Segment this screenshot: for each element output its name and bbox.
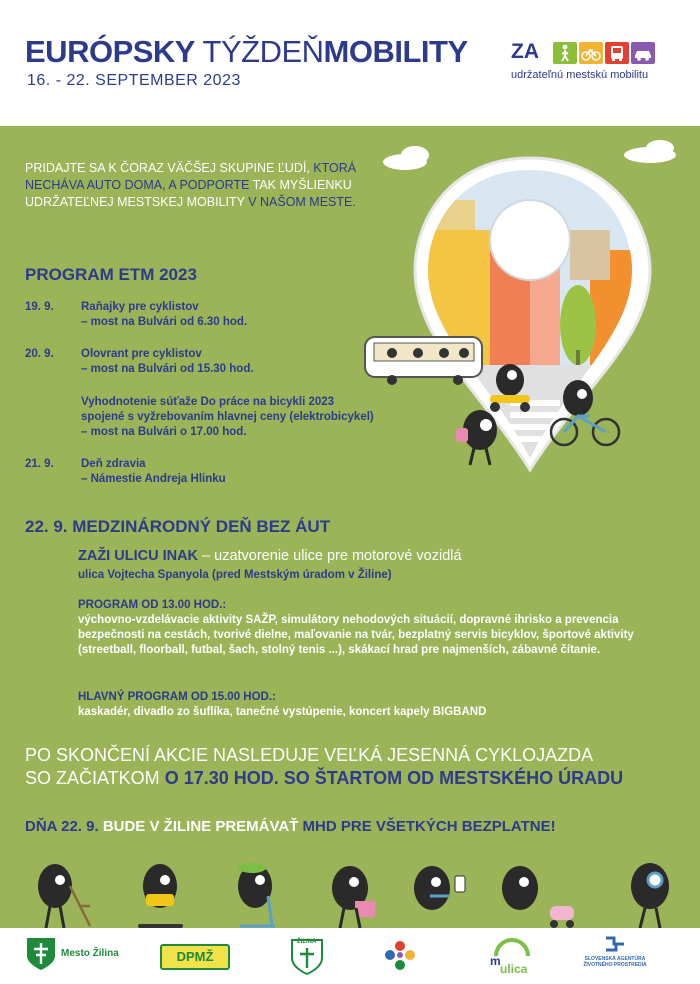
sazp-label: SLOVENSKÁ AGENTÚRA ŽIVOTNÉHO PROSTREDIA bbox=[583, 956, 647, 968]
free-transport-notice bbox=[25, 818, 556, 835]
event-line: Vyhodnotenie súťaže Do práce na bicykli 2023 bbox=[81, 396, 335, 408]
street-location: ulica Vojtecha Spanyola (pred Mestským úradom v Žiline) bbox=[78, 569, 392, 581]
program-13-heading: PROGRAM OD 13.00 HOD.: bbox=[78, 599, 227, 611]
intro-part-4: V NAŠOM MESTE. bbox=[248, 195, 356, 209]
walker-character-icon bbox=[38, 864, 90, 928]
program-heading: PROGRAM ETM 2023 bbox=[25, 265, 197, 284]
car-icon bbox=[631, 42, 655, 64]
mhd-highlight: MHD PRE VŠETKÝCH BEZPLATNE! bbox=[302, 818, 556, 835]
street-headline-bold: ZAŽI ULICU INAK bbox=[78, 548, 199, 564]
flower-icon bbox=[383, 938, 417, 974]
event-date: 21. 9. bbox=[25, 458, 54, 470]
bike-ride-announcement bbox=[25, 744, 623, 790]
event-line: Raňajky pre cyklistov bbox=[81, 301, 199, 313]
carfree-day-heading: 22. 9. MEDZINÁRODNÝ DEŇ BEZ ÁUT bbox=[25, 517, 331, 536]
program-15-block bbox=[78, 690, 638, 720]
za-logo-subtitle: udržateľnú mestskú mobilitu bbox=[511, 69, 649, 81]
shopper-character-icon bbox=[332, 866, 375, 928]
title-part-3: MOBILITY bbox=[323, 34, 468, 69]
event-line: Deň zdravia bbox=[81, 458, 146, 470]
scooter-character-icon bbox=[238, 863, 275, 926]
header bbox=[0, 0, 700, 126]
dpmz-logo bbox=[160, 934, 228, 978]
program-13-block bbox=[78, 598, 638, 658]
event-line: – Námestie Andreja Hlinku bbox=[81, 473, 226, 485]
m-ulica-label: ulica bbox=[500, 962, 528, 976]
street-headline bbox=[78, 548, 462, 564]
intro-part-3: TAK MYŠLIENKU UDRŽATEĽNEJ MESTSKEJ MOBILITY bbox=[25, 178, 352, 209]
event-dates: 16. - 22. SEPTEMBER 2023 bbox=[27, 72, 241, 89]
sazp-icon bbox=[604, 934, 626, 954]
walk-icon bbox=[553, 42, 577, 64]
street-headline-rest: – uzatvorenie ulice pre motorové vozidlá bbox=[198, 548, 462, 564]
intro-part-1: PRIDAJTE SA K ČORAZ VÄČŠEJ SKUPINE ĽUDÍ, bbox=[25, 161, 314, 175]
skateboard-character-icon bbox=[138, 864, 183, 928]
event-date: 20. 9. bbox=[25, 348, 54, 360]
m-ulica-m: m bbox=[490, 954, 501, 968]
za-logo-text: ZA bbox=[511, 40, 539, 63]
event-line: spojené s vyžrebovaním hlavnej ceny (elektrobicykel) bbox=[81, 411, 374, 423]
mhd-date: DŇA 22. 9. bbox=[25, 818, 103, 835]
ride-line-2b: O 17.30 HOD. SO ŠTARTOM OD MESTSKÉHO ÚRADU bbox=[164, 768, 624, 788]
mesto-zilina-logo bbox=[25, 934, 125, 978]
program-15-text: kaskadér, divadlo zo šuflíka, tanečné vystúpenie, koncert kapely BIGBAND bbox=[78, 706, 487, 718]
mesto-label: Mesto Žilina bbox=[61, 948, 119, 959]
bus-icon bbox=[605, 42, 629, 64]
title-part-2: TÝŽDEŇ bbox=[202, 34, 324, 69]
sazp-logo bbox=[582, 934, 648, 978]
dpmz-label: DPMŽ bbox=[160, 944, 230, 970]
event-line: – most na Bulvári o 17.00 hod. bbox=[81, 426, 247, 438]
program-15-heading: HLAVNÝ PROGRAM OD 15.00 HOD.: bbox=[78, 691, 276, 703]
zilina-seal-logo bbox=[290, 934, 326, 978]
partner-logo bbox=[383, 934, 419, 978]
intro-part-2: KTORÁ NECHÁVA AUTO DOMA, A PODPORTE bbox=[25, 161, 357, 192]
intro-text bbox=[25, 160, 385, 211]
seal-label: ŽILINA bbox=[297, 939, 317, 945]
ride-line-2a: SO ZAČIATKOM bbox=[25, 768, 165, 788]
event-line: Olovrant pre cyklistov bbox=[81, 348, 202, 360]
ride-line-1: PO SKONČENÍ AKCIE NASLEDUJE VEĽKÁ JESENNÁ CYKLOJAZDA bbox=[25, 745, 594, 765]
pedestrian-icon bbox=[456, 410, 497, 465]
mhd-text: BUDE V ŽILINE PREMÁVAŤ bbox=[102, 818, 303, 835]
characters-row bbox=[0, 856, 700, 930]
page-title bbox=[25, 34, 468, 70]
m-ulica-logo bbox=[488, 934, 532, 978]
program-13-text: výchovno-vzdelávacie aktivity SAŽP, simulátory nehodových situácií, dopravné ihrisko a prevencia bezpečnosti na cestách, tvorivé dielne, maľovanie na tvár, bezplatný servis bicyklov, športové aktivity (streetball, floorball, futbal, šach, stolný tenis ...), skákací hrad pre najmenších, zábavné čítanie. bbox=[78, 614, 634, 656]
shield-icon bbox=[25, 936, 57, 972]
event-line: – most na Bulvári od 15.30 hod. bbox=[81, 363, 254, 375]
title-part-1: EURÓPSKY bbox=[25, 34, 195, 69]
event-date: 19. 9. bbox=[25, 301, 54, 313]
event-line: – most na Bulvári od 6.30 hod. bbox=[81, 316, 248, 328]
stroller-character-icon bbox=[502, 866, 574, 928]
bicycle-icon bbox=[579, 42, 603, 64]
glasses-character-icon bbox=[631, 863, 669, 928]
phone-character-icon bbox=[414, 866, 465, 910]
